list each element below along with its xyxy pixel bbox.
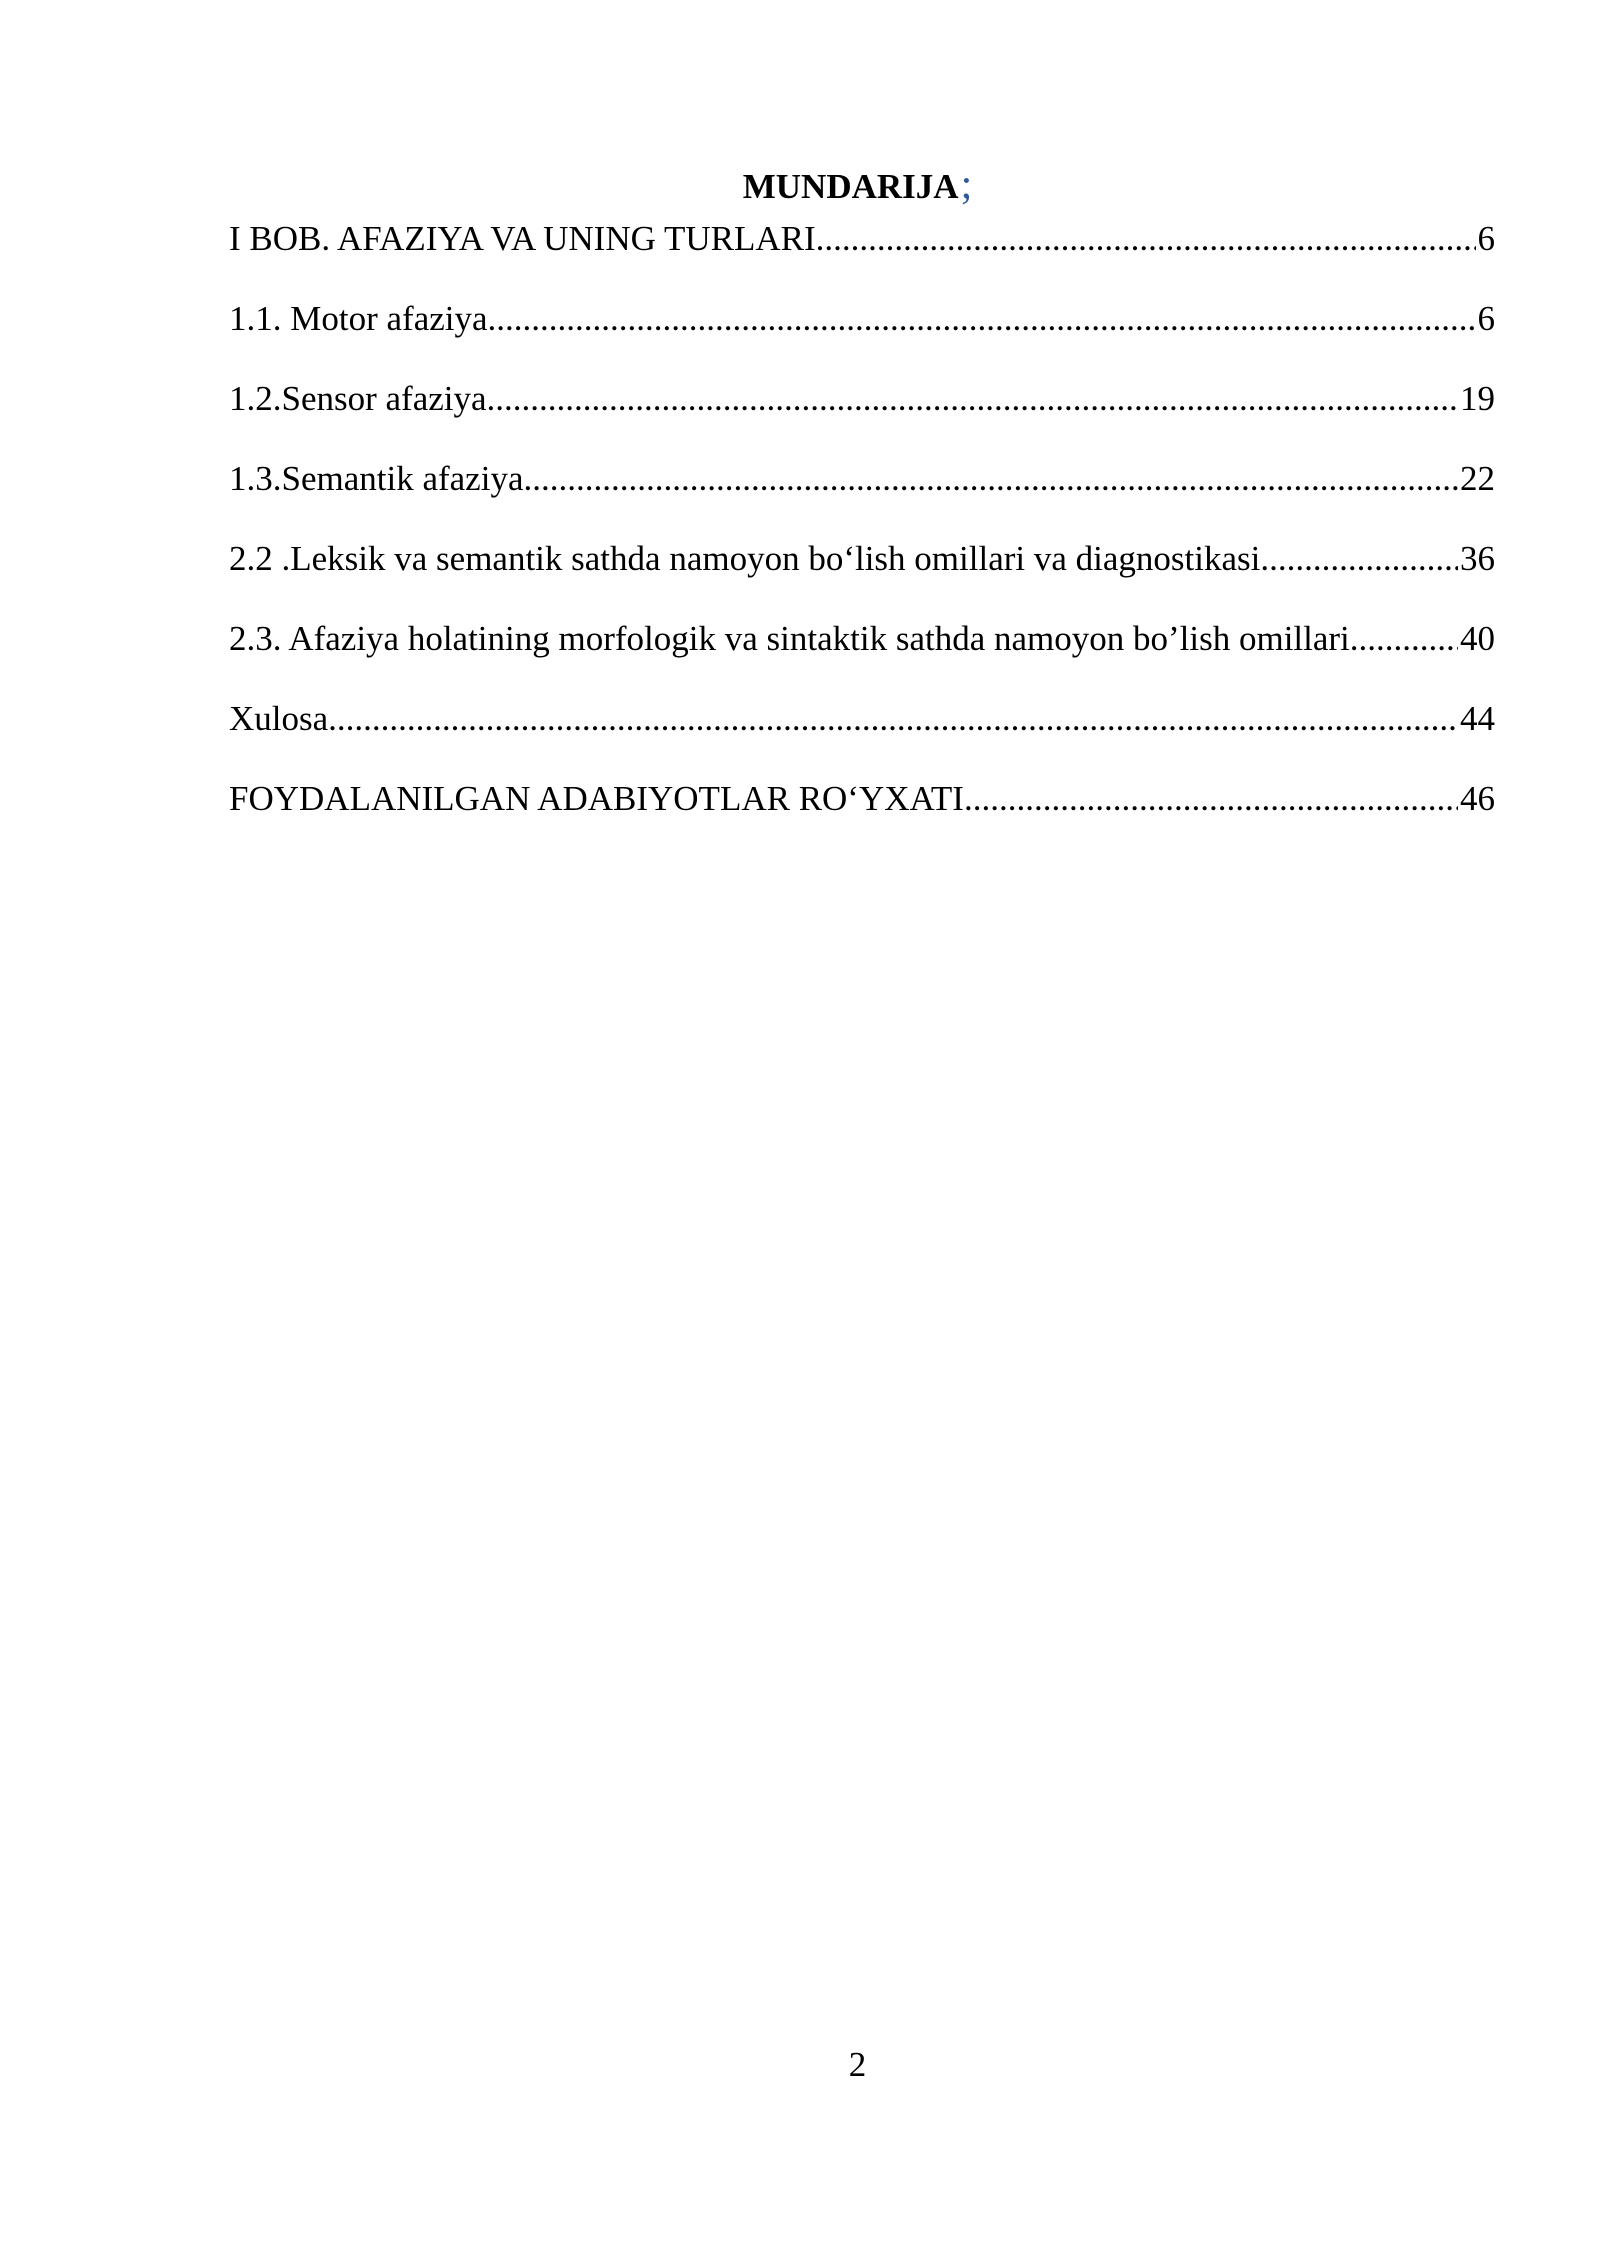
toc-entry-text: 1.3.Semantik afaziya bbox=[229, 459, 524, 498]
toc-title bbox=[0, 160, 1600, 212]
toc-entry-text: Xulosa bbox=[229, 699, 329, 738]
toc-entry-motor-afaziya[interactable] bbox=[229, 294, 1495, 374]
toc-entry-text: 1.2.Sensor afaziya bbox=[229, 379, 487, 418]
toc-title-text: MUNDARIJA bbox=[742, 167, 959, 206]
toc-entry-semantik-afaziya[interactable] bbox=[229, 454, 1495, 534]
toc-entry-page: 44 bbox=[1460, 699, 1495, 738]
toc-entry-text: 2.3. Afaziya holatining morfologik va sintaktik sathda namoyon bo’lish omillari bbox=[229, 619, 1350, 658]
toc-dot-leader bbox=[523, 454, 1458, 504]
toc-entry-page: 19 bbox=[1460, 379, 1495, 418]
toc-entry-text: I BOB. AFAZIYA VA UNING TURLARI bbox=[229, 219, 816, 258]
toc-entry-xulosa[interactable] bbox=[229, 694, 1495, 774]
toc-entry-page: 6 bbox=[1477, 219, 1495, 258]
toc-entry-text: 2.2 .Leksik va semantik sathda namoyon bo‘lish omillari va diagnostikasi bbox=[229, 539, 1261, 578]
toc-entry-page: 6 bbox=[1477, 299, 1495, 338]
toc-dot-leader bbox=[1350, 614, 1458, 664]
toc-entry-chapter-1[interactable] bbox=[229, 214, 1495, 294]
toc-entry-page: 22 bbox=[1460, 459, 1495, 498]
toc-dot-leader bbox=[964, 774, 1458, 824]
toc-entry-page: 40 bbox=[1460, 619, 1495, 658]
toc-title-semicolon: ; bbox=[960, 162, 973, 208]
toc-entry-text: FOYDALANILGAN ADABIYOTLAR RO‘YXATI bbox=[229, 779, 964, 818]
toc-entry-page: 36 bbox=[1460, 539, 1495, 578]
toc-entry-adabiyotlar[interactable] bbox=[229, 774, 1495, 854]
toc-entry-page: 46 bbox=[1460, 779, 1495, 818]
toc-dot-leader bbox=[1260, 534, 1458, 584]
toc-entry-leksik-semantik[interactable] bbox=[229, 534, 1495, 614]
table-of-contents bbox=[229, 214, 1495, 854]
page-number: 2 bbox=[848, 2045, 867, 2084]
toc-dot-leader bbox=[488, 294, 1476, 344]
toc-entry-sensor-afaziya[interactable] bbox=[229, 374, 1495, 454]
toc-dot-leader bbox=[487, 374, 1458, 424]
toc-dot-leader bbox=[328, 694, 1458, 744]
toc-entry-morfologik-sintaktik[interactable] bbox=[229, 614, 1495, 694]
toc-entry-text: 1.1. Motor afaziya bbox=[229, 299, 488, 338]
toc-dot-leader bbox=[816, 214, 1476, 264]
